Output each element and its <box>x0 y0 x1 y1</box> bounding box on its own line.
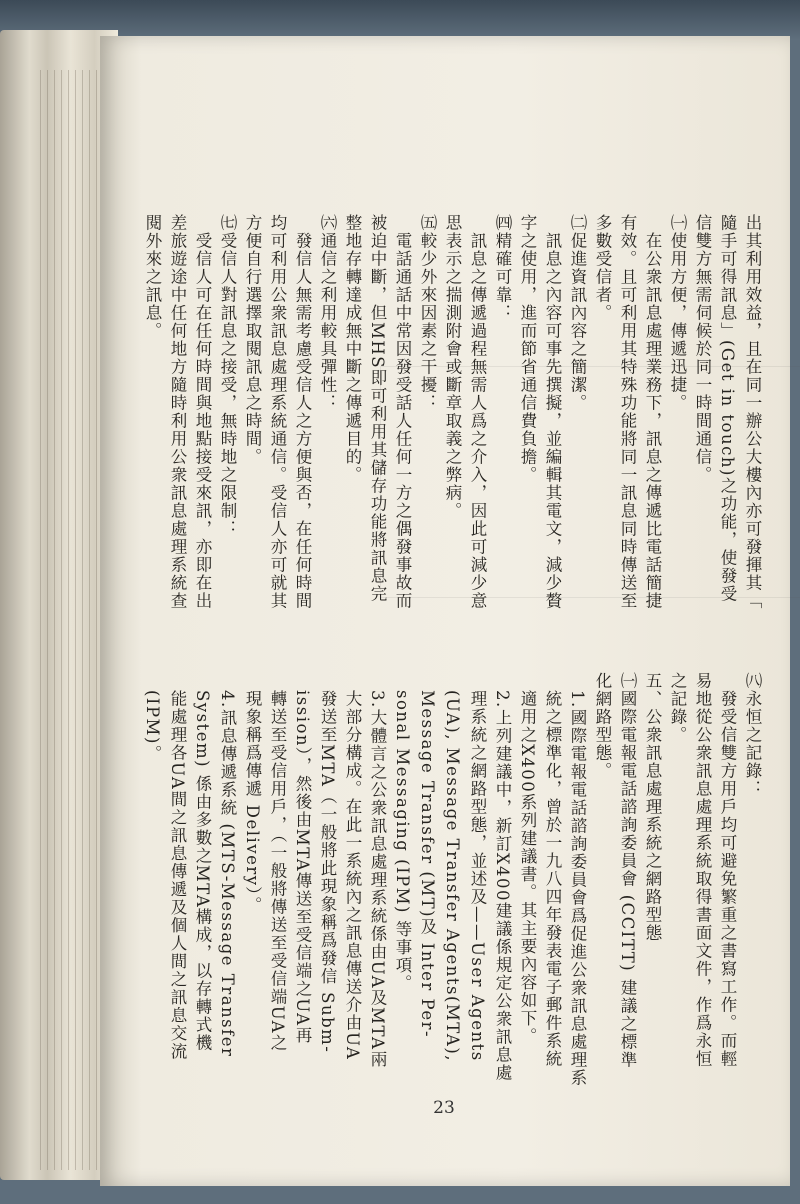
text-line: 轉送至受信用戶，（一般將傳送至受信端UA之 <box>268 672 287 1053</box>
text-line: sonal Messaging (IPM) 等事項。 <box>393 672 412 993</box>
lower-text-section <box>140 672 765 1092</box>
text-line: 均可利用公衆訊息處理系統通信。受信人亦可就其 <box>268 214 287 610</box>
text-line: 方便自行選擇取閱訊息之時間。 <box>243 214 262 466</box>
text-line: 發信人無需考慮受信人之方便與否，在任何時間 <box>293 214 312 610</box>
text-line: 統之標準化，曾於一九八四年發表電子郵件系統 <box>543 672 562 1068</box>
text-line: (IPM)。 <box>143 672 162 763</box>
text-line: ㈦受信人對訊息之接受，無時地之限制： <box>218 214 237 538</box>
text-line: 2.上列建議中，新訂X400建議係規定公衆訊息處 <box>493 672 512 1082</box>
text-line: 4.訊息傳遞系統 (MTS-Message Transfer <box>218 672 237 1058</box>
text-line: ㈧永恒之記錄： <box>743 672 762 798</box>
text-line: (UA), Message Transfer Agents(MTA), <box>443 672 462 1063</box>
book-cover-edge <box>0 0 800 40</box>
text-line: System) 係由多數之MTA構成，以存轉式機 <box>193 672 212 1053</box>
text-line: 思表示之揣測附會或斷章取義之弊病。 <box>443 214 462 520</box>
text-line: 發送至MTA（一般將此現象稱爲發信 Subm- <box>318 672 337 1054</box>
body-text-lower <box>140 672 765 1092</box>
text-line: 大部分構成。在此一系統內之訊息傳送介由UA <box>343 672 362 1061</box>
page-number: 23 <box>433 1098 455 1118</box>
text-line: 訊息之傳遞過程無需人爲之介入，因此可減少意 <box>468 214 487 610</box>
text-line: ㈤較少外來因素之干擾： <box>418 214 437 412</box>
text-line: 電話通話中常因發受話人任何一方之偶發事故而 <box>393 214 412 610</box>
text-line: 能處理各UA間之訊息傳遞及個人間之訊息交流 <box>168 672 187 1061</box>
text-line: 化網路型態。 <box>593 672 612 780</box>
text-line: 現象稱爲傳遞 Delivery）。 <box>243 672 262 915</box>
upper-text-section <box>140 214 765 654</box>
text-line: 信雙方無需伺候於同一時間通信。 <box>693 214 712 484</box>
text-line: 有效。且可利用其特殊功能將同一訊息同時傳送至 <box>618 214 637 610</box>
text-line: 出其利用效益，且在同一辦公大樓內亦可發揮其「 <box>743 214 762 610</box>
text-line: ㈣精確可靠： <box>493 214 512 322</box>
text-line: 多數受信者。 <box>593 214 612 322</box>
text-line: 1.國際電報電話諮詢委員會爲促進公衆訊息處理系 <box>568 672 587 1087</box>
text-line: ㈠國際電報電話諮詢委員會 (CCITT) 建議之標準 <box>618 672 637 1069</box>
text-line: 易地從公衆訊息處理系統取得書面文件，作爲永恒 <box>693 672 712 1068</box>
section-heading: 五、公衆訊息處理系統之網路型態 <box>643 672 662 942</box>
text-line: ㈠使用方便，傳遞迅捷。 <box>668 214 687 412</box>
text-line: 字之使用，進而節省通信費負擔。 <box>518 214 537 484</box>
text-line: 發受信雙方用戶均可避免繁重之書寫工作。而輕 <box>718 672 737 1068</box>
text-line: ㈡促進資訊內容之簡潔。 <box>568 214 587 412</box>
text-line: 被迫中斷，但MHS即可利用其儲存功能將訊息完 <box>368 214 387 604</box>
text-line: 受信人可在任何時間與地點接受來訊，亦即在出 <box>193 214 212 610</box>
text-line: ission），然後由MTA傳送至受信端之UA再 <box>293 672 312 1045</box>
text-line: Message Transfer (MT)及 Inter Per- <box>418 672 437 1039</box>
text-line: 差旅遊途中任何地方隨時利用公衆訊息處理系統查 <box>168 214 187 610</box>
text-line: 訊息之內容可事先撰擬，並編輯其電文，減少贅 <box>543 214 562 610</box>
text-line: 隨手可得訊息」(Get in touch)之功能，使發受 <box>718 214 737 603</box>
text-line: 適用之X400系列建議書。其主要內容如下。 <box>518 672 537 1046</box>
text-line: 整地存轉達成無中斷之傳遞目的。 <box>343 214 362 484</box>
text-line: 3.大體言之公衆訊息處理系統係由UA及MTA兩 <box>368 672 387 1069</box>
text-line: 理系統之網路型態，並述及——User Agents <box>468 672 487 1062</box>
body-text-upper <box>140 214 765 654</box>
text-line: 閱外來之訊息。 <box>143 214 162 340</box>
text-line: ㈥通信之利用較具彈性： <box>318 214 337 412</box>
text-line: 在公衆訊息處理業務下，訊息之傳遞比電話簡捷 <box>643 214 662 610</box>
text-line: 之記錄。 <box>668 672 687 744</box>
